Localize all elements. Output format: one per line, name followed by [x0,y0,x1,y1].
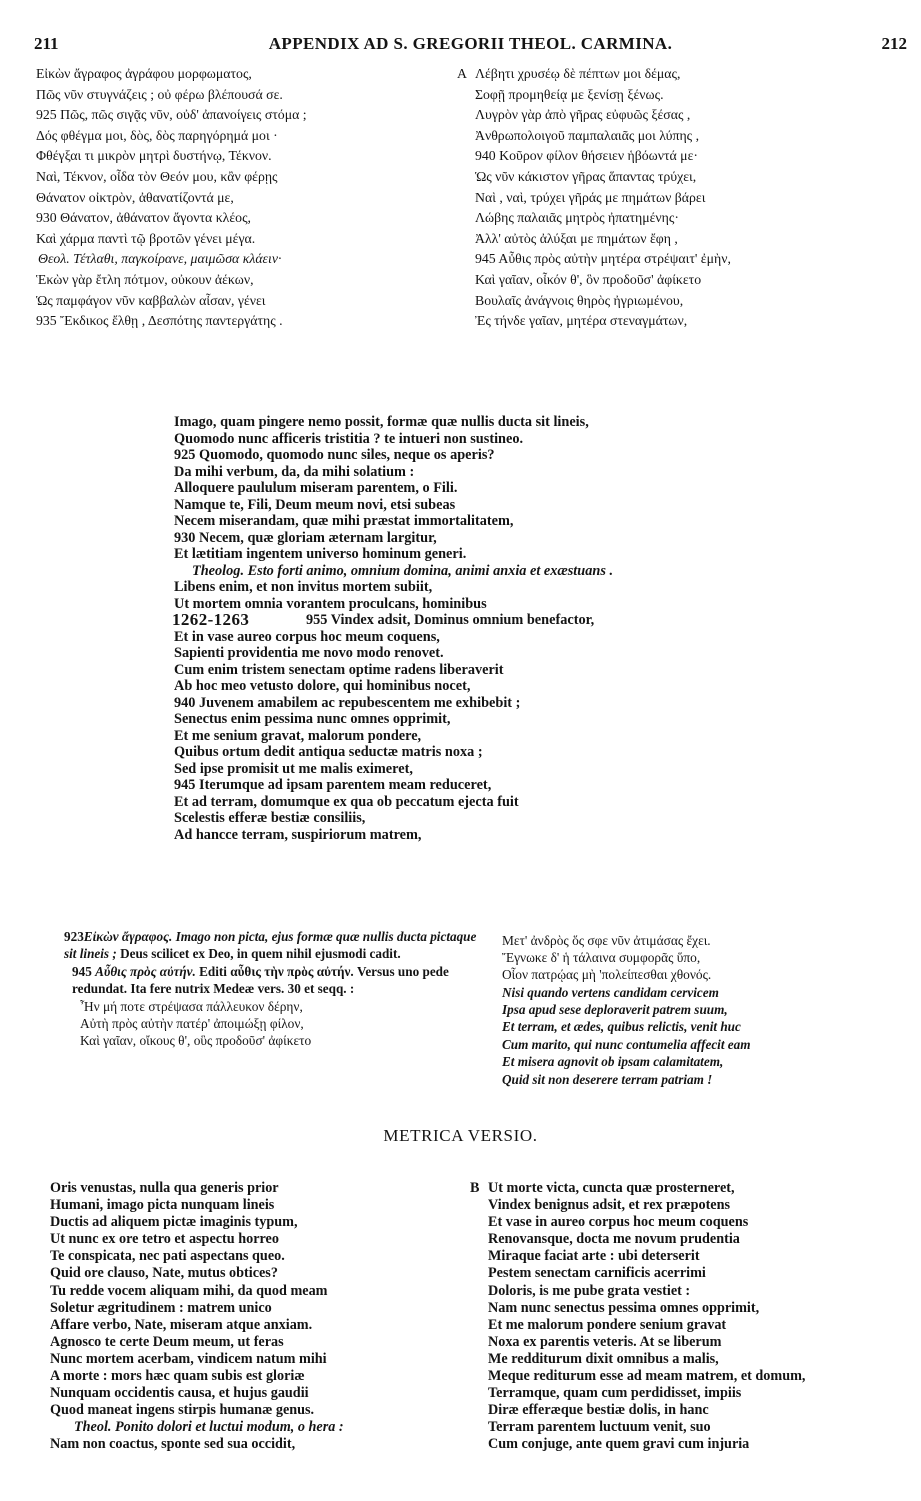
latin-line: Imago, quam pingere nemo possit, formæ quæ nullis ducta sit lineis, [174,414,589,430]
footnote-923: 923Εἰκὼν ἄγραφος. Imago non picta, ejus formæ quæ nullis ducta pictaque sit lineis ; Deus scilicet ex Deo, in quem nihil ejusmodi cadit. [64,929,477,962]
latin-line: Quomodo nunc afficeris tristitia ? te intueri non sustineo. [174,430,524,447]
greek-line: 930 Θάνατον, ἀθάνατον ἄγοντα κλέος, [36,210,251,226]
latin-line: Sapienti providentia me novo modo renovet. [174,645,444,661]
greek-line: Λυγρὸν γὰρ ἀπὸ γῆρας εὐφυῶς ξέσας , [475,107,691,123]
note-latin-line: Nisi quando vertens candidam cervicem [502,984,719,1000]
latin-line: Et me senium gravat, malorum pondere, [174,727,422,744]
latin-line: Et ad terram, domumque ex qua ob peccatum ejecta fuit [174,793,519,810]
running-title: APPENDIX AD S. GREGORII THEOL. CARMINA. [268,34,673,53]
verse-line: Cum conjuge, ante quem gravi cum injuria [488,1436,750,1453]
greek-line: Εἰκὼν ἄγραφος ἀγράφου μορφωματος, [36,66,252,81]
greek-line: Θεολ. Τέτλαθι, παγκοίρανε, μαιμῶσα κλάειν· [38,251,282,267]
verse-line: Quid ore clauso, Nate, mutus obtices? [50,1265,278,1282]
latin-line: Alloquere paululum miseram parentem, o Fili. [174,480,458,496]
quote-line: Αὐτὴ πρὸς αὐτὴν πατέρ' ἀποιμώξῃ φίλον, [80,1015,304,1031]
latin-line: Da mihi verbum, da, da mihi solatium : [174,463,415,480]
greek-line: Ἀνθρωπολοιγοῦ παμπαλαιᾶς μοι λύπης , [475,127,700,143]
verse-line: Renovansque, docta me novum prudentia [488,1231,740,1248]
verse-line: Ut nunc ex ore tetro et aspectu horreo [50,1231,279,1248]
page-number-left: 211 [34,34,59,53]
greek-line: Ναὶ, Τέκνον, οἶδα τὸν Θεόν μου, κἂν φέρῃς [36,168,278,184]
note-latin-line: Et terram, et ædes, quibus relictis, venit huc [502,1019,741,1035]
greek-line: 945 Αὖθις πρὸς αὐτὴν μητέρα στρέψαιτ' ἐμὴν, [475,251,731,267]
verse-line: Soletur ægritudinem : matrem unico [50,1299,272,1316]
verse-line: Et vase in aureo corpus hoc meum coquens [488,1214,749,1231]
note-greek-line: Ἔγνωκε δ' ἡ τάλαινα συμφορᾶς ὕπο, [502,950,701,966]
latin-line: Libens enim, et non invitus mortem subiit, [174,579,433,595]
latin-line: Namque te, Fili, Deum meum novi, etsi subeas [174,496,456,513]
latin-line: Theolog. Esto forti animo, omnium domina, animi anxia et exæstuans . [192,562,614,579]
greek-line: Ἑκὼν γὰρ ἔτλη πότμον, οὐκουν ἀέκων, [36,271,254,287]
latin-line: Quibus ortum dedit antiqua seductæ matris noxa ; [174,744,483,760]
greek-line: Δός φθέγμα μοι, δὸς, δὸς παρηγόρημά μοι · [36,127,278,143]
note-latin-line: Ipsa apud sese deploraverit patrem suum, [502,1002,728,1018]
greek-line: Ὡς παμφάγον νῦν καββαλὼν αἶσαν, γένει [36,292,266,308]
latin-line: 1262-1263 955 Vindex adsit, Dominus omnium benefactor, [172,610,595,629]
verse-line: Noxa ex parentis veteris. At se liberum [488,1333,722,1350]
greek-line: Ἐς τήνδε γαῖαν, μητέρα στεναγμάτων, [475,313,688,329]
verse-line: B Ut morte victa, cuncta quæ prosterneret, [470,1180,735,1196]
verse-line: Nam nunc senectus pessima omnes opprimit, [488,1299,760,1316]
latin-line: 930 Necem, quæ gloriam æternam largitur, [174,529,437,546]
greek-line: Ναὶ , ναὶ, τρύχει γῆράς με πημάτων βάρει [475,189,706,205]
verse-line: Vindex benignus adsit, et rex præpotens [488,1197,731,1214]
greek-line: Ἀλλ' αὐτὸς ἀλύξαι με πημάτων ἔφη , [475,230,678,246]
footnote-945: 945 Αὖθις πρὸς αὐτήν. Editi αὖθις τὴν πρὸς αὐτήν. Versus uno pede redundat. Ita fere nutrix Medeæ vers. 30 et seqq. : [72,963,449,997]
greek-line: Θάνατον οἰκτρὸν, ἀθανατίζοντά με, [36,189,234,205]
verse-line: Nunquam occidentis causa, et hujus gaudii [50,1385,309,1402]
note-latin-line: Quid sit non deserere terram patriam ! [502,1071,713,1087]
greek-column-right [457,64,917,332]
verse-line: Me redditurum dixit omnibus a malis, [488,1350,719,1367]
latin-line: Ut mortem omnia vorantem proculcans, hominibus [174,595,487,612]
metrica-column-right [470,1180,920,1454]
latin-line: Scelestis efferæ bestiæ consiliis, [174,810,366,826]
latin-line: 925 Quomodo, quomodo nunc siles, neque os aperis? [174,447,495,463]
quote-line: Καὶ γαῖαν, οἴκους θ', οὓς προδοῦσ' ἀφίκετο [80,1033,312,1049]
verse-line: Miraque faciat arte : ubi deterserit [488,1248,700,1265]
greek-line: Ὡς νῦν κάκιστον γῆρας ἅπαντας τρύχει, [475,168,697,184]
verse-line: Diræ efferæque bestiæ dolis, in hanc [488,1402,709,1419]
greek-line: Πῶς νῦν στυγνάζεις ; οὐ φέρω βλέπουσά σε. [36,86,283,102]
greek-line: Βουλαῖς ἀνάγνοις θηρὸς ἠγριωμένου, [475,292,684,308]
greek-line: Λώβης παλαιᾶς μητρὸς ἠπατημένης· [475,210,679,226]
verse-line: A morte : mors hæc quam subis est gloriæ [50,1368,305,1385]
latin-line: Cum enim tristem senectam optime radens liberaverit [174,661,504,678]
quote-line: Ἦν μή ποτε στρέψασα πάλλευκον δέρην, [80,998,303,1014]
verse-line: Tu redde vocem aliquam mihi, da quod meam [50,1282,328,1299]
greek-line: Σοφῇ προμηθείᾳ με ξενίσῃ ξένως. [475,86,664,102]
greek-line: A Λέβητι χρυσέῳ δὲ πέπτων μοι δέμας, [457,64,917,85]
greek-line: Καὶ γαῖαν, οἶκόν θ', ὃν προδοῦσ' ἀφίκετο [475,271,702,287]
column-number: 1262-1263 [172,610,250,629]
page-header [34,34,907,54]
verse-line: Terram parentem luctuum venit, suo [488,1419,711,1436]
verse-line: Nunc mortem acerbam, vindicem natum mihi [50,1350,327,1367]
greek-column-left [36,64,466,332]
latin-translation [174,414,794,843]
metrica-column-left [50,1180,470,1454]
greek-line: 940 Κοῦρον φίλον θήσειεν ἡβόωντά με· [475,148,698,164]
verse-line: Te conspicata, nec pati aspectans queo. [50,1248,285,1265]
latin-line: Ad hancce terram, suspiriorum matrem, [174,826,422,843]
verse-line: Doloris, is me pube grata vestiet : [488,1282,691,1299]
verse-line: Meque rediturum esse ad meam matrem, et domum, [488,1368,806,1385]
note-latin-line: Et misera agnovit ob ipsam calamitatem, [502,1054,724,1070]
latin-line: Ab hoc meo vetusto dolore, qui hominibus nocet, [174,678,471,694]
footnote-quote [64,998,484,1050]
footnotes-left [64,928,484,1049]
note-greek-line: Οἷον πατρῴας μὴ 'πολείπεσθαι χθονός. [502,967,712,983]
verse-line: Oris venustas, nulla qua generis prior [50,1180,279,1196]
greek-line: 925 Πῶς, πῶς σιγᾷς νῦν, οὐδ' ἀπανοίγεις στόμα ; [36,107,307,123]
verse-line: Affare verbo, Nate, miseram atque anxiam. [50,1316,313,1333]
greek-line: Καὶ χάρμα παντὶ τῷ βροτῶν γένει μέγα. [36,230,256,246]
greek-line: Φθέγξαι τι μικρὸν μητρὶ δυστήνῳ, Τέκνον. [36,148,272,164]
note-latin-line: Cum marito, qui nunc contumelia affecit eam [502,1036,751,1052]
verse-line: Pestem senectam carnificis acerrimi [488,1265,706,1282]
latin-line: Senectus enim pessima nunc omnes opprimit, [174,711,451,727]
margin-marker: A [457,66,467,81]
verse-line: Nam non coactus, sponte sed sua occidit, [50,1436,296,1453]
verse-line: Agnosco te certe Deum meum, ut feras [50,1333,284,1350]
verse-line: Quod maneat ingens stirpis humanæ genus. [50,1402,315,1419]
verse-line: Ductis ad aliquem pictæ imaginis typum, [50,1214,298,1231]
section-title: METRICA VERSIO. [383,1126,538,1145]
latin-line: 940 Juvenem amabilem ac repubescentem me exhibebit ; [174,694,521,711]
verse-line: Terramque, quam cum perdidisset, impiis [488,1385,742,1402]
verse-line: Theol. Ponito dolori et luctui modum, o hera : [74,1419,344,1436]
latin-line: Et in vase aureo corpus hoc meum coquens, [174,628,440,645]
latin-line: Et lætitiam ingentem universo hominum generi. [174,546,467,562]
verse-line: Et me malorum pondere senium gravat [488,1316,727,1333]
latin-line: Necem miserandam, quæ mihi præstat immortalitatem, [174,513,514,529]
page-number-right: 212 [881,34,907,53]
latin-line: Sed ipse promisit ut me malis eximeret, [174,760,413,777]
margin-marker: B [470,1180,480,1196]
note-greek-line: Μετ' ἀνδρὸς ὅς σφε νῦν ἀτιμάσας ἔχει. [502,933,711,948]
verse-line: Humani, imago picta nunquam lineis [50,1197,275,1214]
greek-line: 935 Ἔκδικος ἔλθῃ , Δεσπότης παντεργάτης . [36,313,283,329]
footnotes-right [502,932,912,1088]
latin-line: 945 Iterumque ad ipsam parentem meam reduceret, [174,777,492,793]
